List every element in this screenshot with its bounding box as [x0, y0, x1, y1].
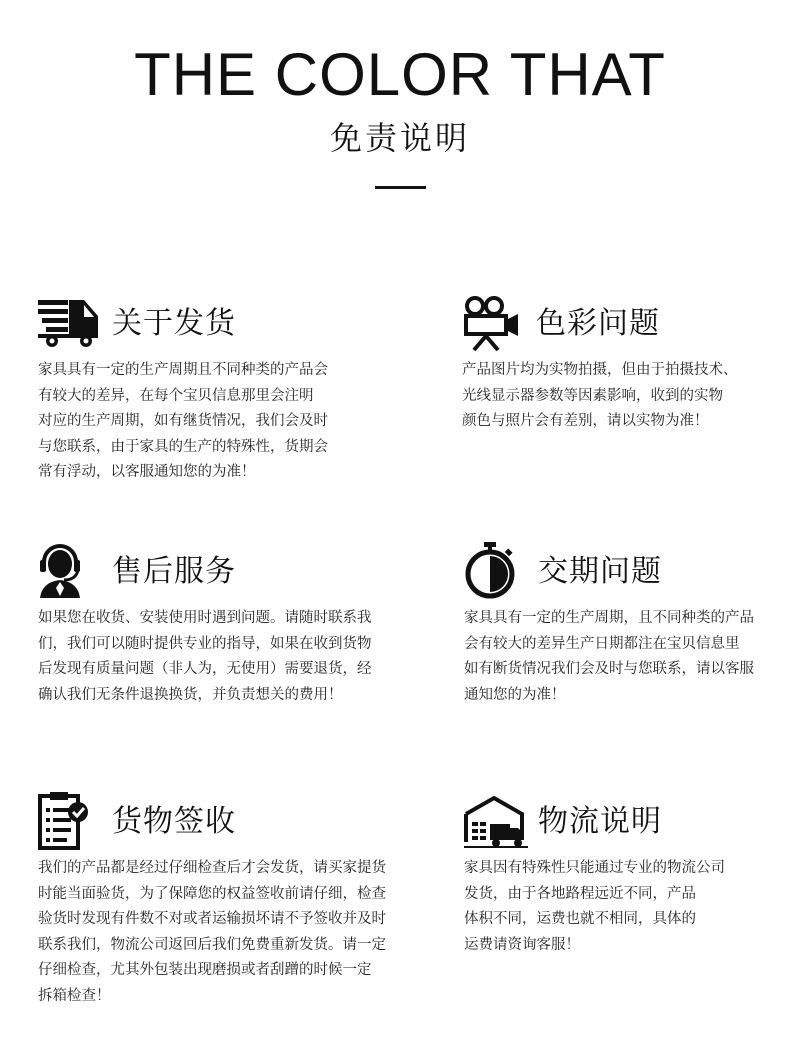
- body-line: 与您联系，由于家具的生产的特殊性，货期会: [38, 438, 328, 455]
- body-line: 们，我们可以随时提供专业的指导，如果在收到货物: [38, 635, 372, 652]
- section-logistics: [464, 792, 800, 958]
- body-line: 拆箱检查！: [38, 987, 111, 1004]
- body-line: 通知您的为准！: [464, 686, 566, 703]
- section-body: [38, 856, 398, 1009]
- section-title: 关于发货: [112, 306, 236, 341]
- customer-service-headset-icon: [38, 542, 100, 602]
- section-body: [38, 606, 398, 708]
- body-line: 产品图片均为实物拍摄，但由于拍摄技术、: [462, 362, 738, 378]
- warehouse-truck-icon: [464, 792, 526, 852]
- delivery-truck-icon: [38, 294, 100, 354]
- body-line: 如果您在收货、安装使用时遇到问题。请随时联系我: [38, 610, 372, 626]
- page-title-chinese: 免责说明: [329, 119, 470, 157]
- body-line: 后发现有质量问题（非人为，无使用）需要退货，经: [38, 661, 372, 677]
- section-after-sales: [38, 542, 398, 708]
- body-line: 光线显示器参数等因素影响，收到的实物: [462, 387, 723, 404]
- section-title: 售后服务: [112, 554, 236, 589]
- body-line: 仔细检查，尤其外包装出现磨损或者刮蹭的时候一定: [38, 962, 372, 978]
- section-color: [462, 294, 800, 435]
- section-title: 交期问题: [538, 554, 662, 589]
- stopwatch-icon: [464, 542, 526, 602]
- body-line: 有较大的差异，在每个宝贝信息那里会注明: [38, 387, 314, 404]
- section-body: [462, 358, 800, 435]
- section-title: 货物签收: [112, 804, 236, 839]
- body-line: 对应的生产周期，如有继货情况，我们会及时: [38, 413, 328, 429]
- page-title-english: THE COLOR THAT: [134, 41, 666, 108]
- title-divider: [375, 186, 426, 189]
- section-receipt: [38, 792, 398, 1009]
- section-title: 物流说明: [538, 804, 662, 839]
- checklist-clipboard-icon: [38, 792, 100, 852]
- section-body: [464, 606, 800, 708]
- section-body: [464, 856, 800, 958]
- section-title: 色彩问题: [536, 306, 660, 341]
- body-line: 验货时发现有件数不对或者运输损坏请不予签收并及时: [38, 911, 386, 927]
- section-body: [38, 358, 398, 486]
- body-line: 家具具有一定的生产周期且不同种类的产品会: [38, 362, 328, 378]
- body-line: 发货，由于各地路程远近不同，产品: [464, 885, 696, 902]
- body-line: 家具具有一定的生产周期，且不同种类的产品: [464, 610, 754, 626]
- body-line: 运费请资询客服！: [464, 936, 580, 953]
- body-line: 如有断货情况我们会及时与您联系，请以客服: [464, 661, 754, 677]
- body-line: 体积不同，运费也就不相同，具体的: [464, 911, 696, 927]
- body-line: 家具因有特殊性只能通过专业的物流公司: [464, 860, 725, 876]
- body-line: 时能当面验货，为了保障您的权益签收前请仔细，检查: [38, 885, 386, 902]
- body-line: 联系我们，物流公司返回后我们免费重新发货。请一定: [38, 936, 386, 953]
- section-shipping: [38, 294, 398, 486]
- body-line: 确认我们无条件退换换货，并负责想关的费用！: [38, 686, 343, 703]
- section-delivery-time: [464, 542, 800, 708]
- body-line: 常有浮动，以客服通知您的为准！: [38, 464, 256, 480]
- body-line: 颜色与照片会有差别，请以实物为准！: [462, 413, 709, 429]
- body-line: 我们的产品都是经过仔细检查后才会发货，请买家提货: [38, 860, 386, 876]
- video-camera-icon: [462, 294, 524, 354]
- body-line: 会有较大的差异生产日期都注在宝贝信息里: [464, 635, 740, 652]
